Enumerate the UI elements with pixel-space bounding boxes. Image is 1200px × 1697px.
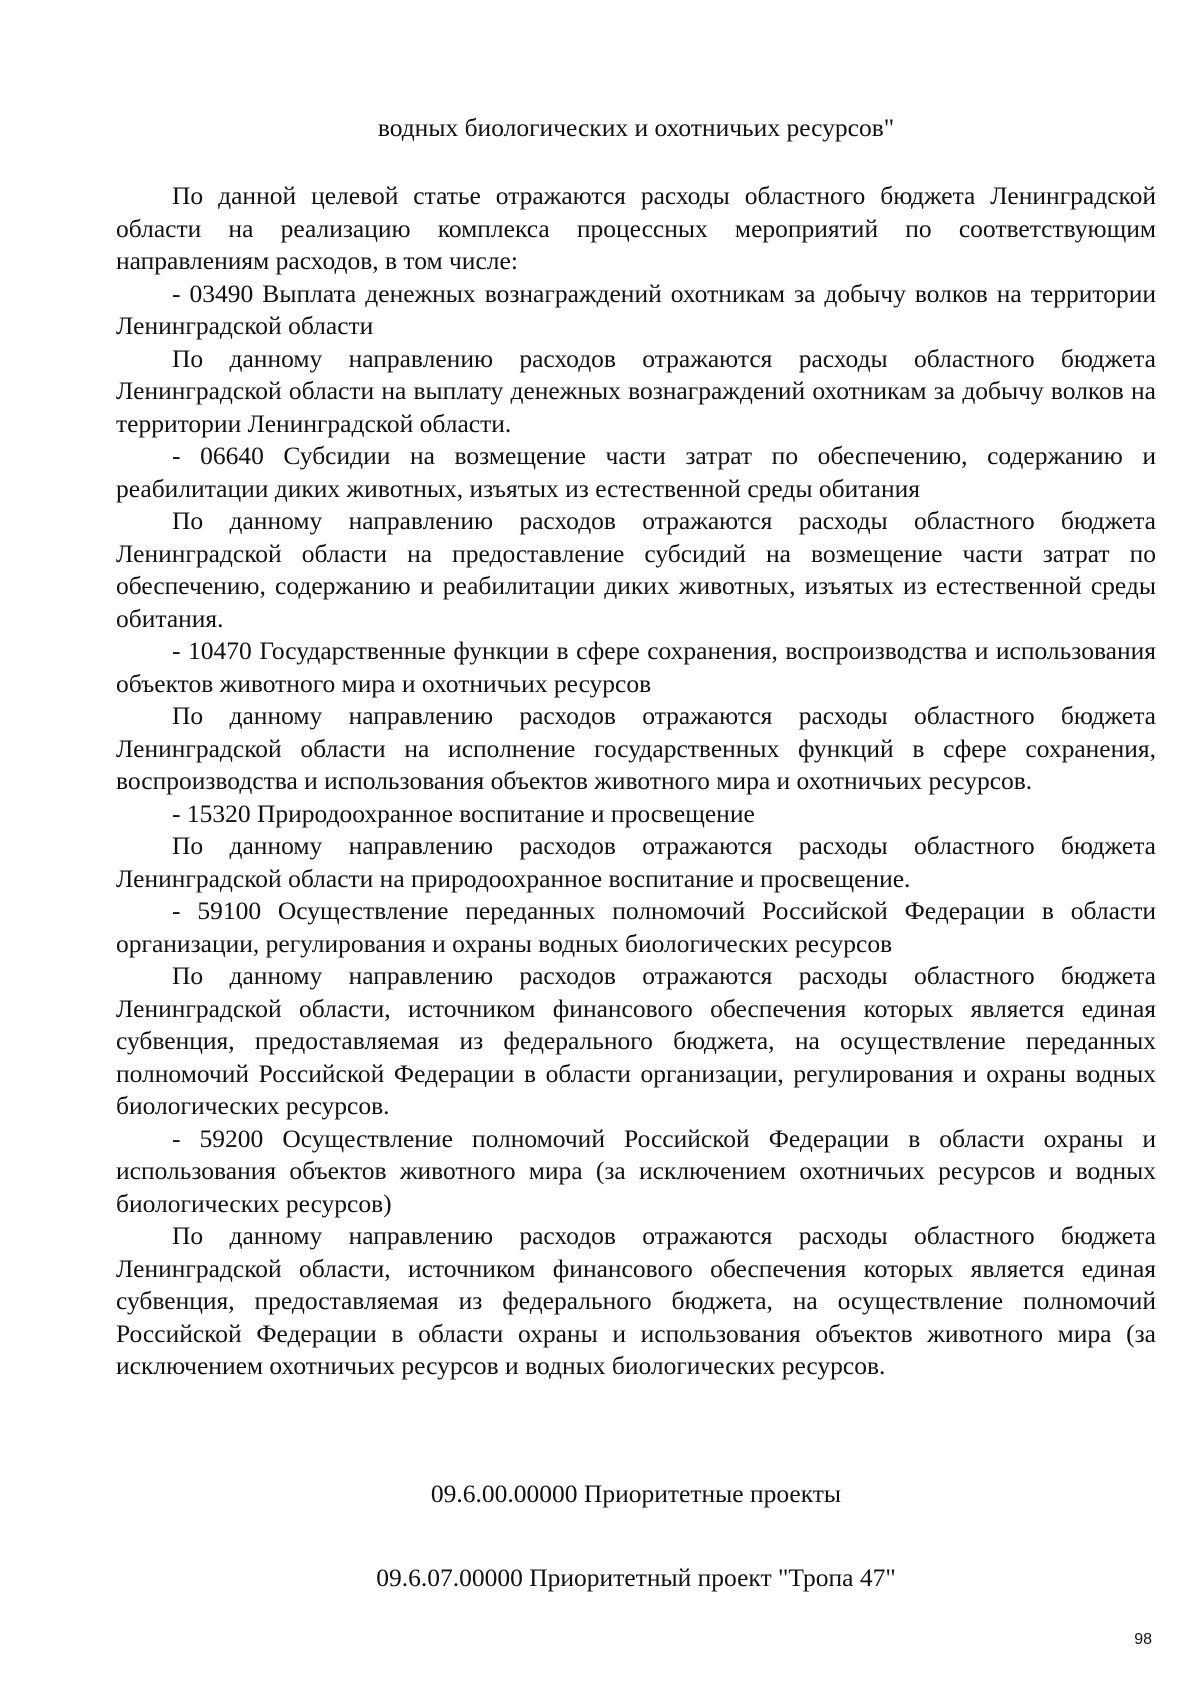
- page-number: 98: [1134, 1631, 1152, 1648]
- intro-paragraph: По данной целевой статье отражаются расходы областного бюджета Ленинградской области на реализацию комплекса процессных мероприятий по соответствующим направлениям расходов, в том числе:: [116, 181, 1156, 275]
- document-page: [116, 0, 1156, 1697]
- continued-heading: водных биологических и охотничьих ресурсов": [377, 113, 895, 142]
- expense-description-06640: По данному направлению расходов отражаются расходы областного бюджета Ленинградской области на предоставление субсидий на возмещение части затрат по обеспечению, содержанию и реабилитации диких животных, изъятых из естественной среды обитания.: [116, 506, 1156, 633]
- section-heading-tropa-47: 09.6.07.00000 Приоритетный проект "Тропа 47": [376, 1563, 896, 1592]
- expense-item-59100: - 59100 Осуществление переданных полномочий Российской Федерации в области организации, регулирования и охраны водных биологических ресурсов: [116, 896, 1156, 958]
- expense-item-03490: - 03490 Выплата денежных вознаграждений охотникам за добычу волков на территории Ленинградской области: [116, 278, 1156, 340]
- expense-description-15320: По данному направлению расходов отражаются расходы областного бюджета Ленинградской области на природоохранное воспитание и просвещение.: [116, 831, 1156, 893]
- expense-item-10470: - 10470 Государственные функции в сфере сохранения, воспроизводства и использования объектов животного мира и охотничьих ресурсов: [116, 636, 1156, 698]
- expense-description-59100: По данному направлению расходов отражаются расходы областного бюджета Ленинградской области, источником финансового обеспечения которых является единая субвенция, предоставляемая из федерального бюджета, на осуществление переданных полномочий Российской Федерации в области организации, регулирования и охраны водных биологических ресурсов.: [116, 961, 1156, 1120]
- expense-item-06640: - 06640 Субсидии на возмещение части затрат по обеспечению, содержанию и реабилитации диких животных, изъятых из естественной среды обитания: [116, 441, 1156, 503]
- expense-description-03490: По данному направлению расходов отражаются расходы областного бюджета Ленинградской области на выплату денежных вознаграждений охотникам за добычу волков на территории Ленинградской области.: [116, 343, 1156, 438]
- section-heading-priority-projects: 09.6.00.00000 Приоритетные проекты: [430, 1479, 842, 1508]
- expense-description-10470: По данному направлению расходов отражаются расходы областного бюджета Ленинградской области на исполнение государственных функций в сфере сохранения, воспроизводства и использования объектов животного мира и охотничьих ресурсов.: [116, 701, 1156, 795]
- expense-item-15320: - 15320 Природоохранное воспитание и просвещение: [172, 798, 755, 828]
- body-text: [116, 180, 1156, 1383]
- expense-description-59200: По данному направлению расходов отражаются расходы областного бюджета Ленинградской области, источником финансового обеспечения которых является единая субвенция, предоставляемая из федерального бюджета, на осуществление полномочий Российской Федерации в области охраны и использования объектов животного мира (за исключением охотничьих ресурсов и водных биологических ресурсов.: [116, 1221, 1156, 1380]
- expense-item-59200: - 59200 Осуществление полномочий Российской Федерации в области охраны и использования объектов животного мира (за исключением охотничьих ресурсов и водных биологических ресурсов): [116, 1123, 1156, 1218]
